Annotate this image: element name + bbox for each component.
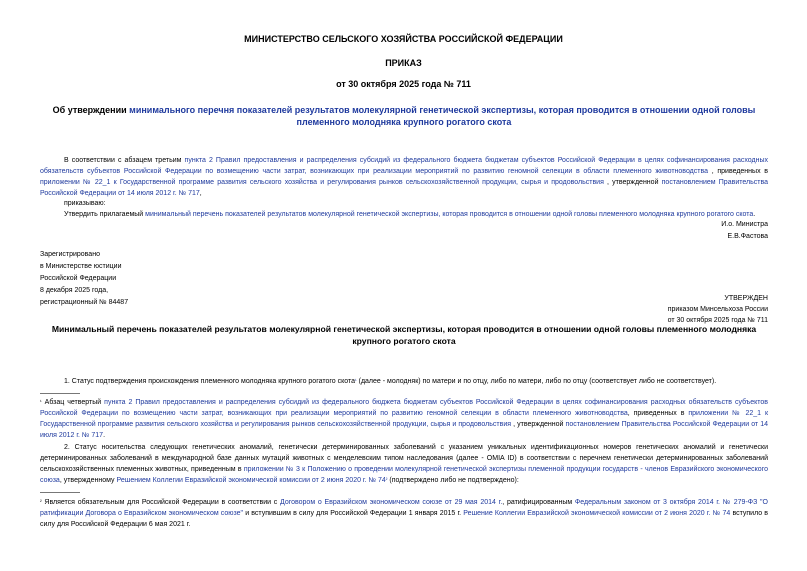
approve-paragraph: [64, 209, 768, 220]
signature-position: И.о. Министра: [721, 221, 768, 228]
preamble-text-4: ,: [199, 190, 202, 197]
approved-line-1: УТВЕРЖДЕН: [724, 295, 768, 302]
footnote1-link-resolution[interactable]: постановлением Правительства Российской Федерации от 14 июля 2012 г. № 717: [40, 421, 769, 439]
signature-block: [721, 219, 768, 243]
registration-block: [40, 249, 128, 309]
approved-block: [668, 293, 768, 326]
registration-line-5: регистрационный № 84487: [40, 299, 129, 306]
registration-line-1: Зарегистрировано: [40, 251, 100, 258]
footnote3-text-1: Является обязательным для Российской Федерации в соответствии с: [41, 499, 280, 506]
footnote2-text-1: 2. Статус носительства следующих генетических аномалий, генетически детерминированных заболеваний с указанием уникальных идентификационных номеров генетических аномалий и генетически детерминированных заболеваний в международной базе данных мутаций животных с менделевским типом наследования (далее - OMIA ID) в соответствии с перечнем генетически детерминированных заболеваний сельскохозяйственных племенных животных, приведенным в: [40, 444, 768, 473]
footnote3-text-3: и вступившим в силу для Российской Федерации 1 января 2015 г.: [243, 510, 464, 517]
footnote2-text-2: , утвержденному: [59, 477, 117, 484]
footnote-mark-1: ¹: [40, 399, 42, 405]
approved-line-3: от 30 октября 2025 года № 711: [667, 317, 768, 324]
approve-text-1: Утвердить прилагаемый: [64, 211, 146, 218]
footnote1-text-3: , утвержденной: [511, 421, 566, 428]
footnote-divider-2: [40, 492, 80, 493]
preamble-text-1: В соответствии с абзацем третьим: [64, 157, 185, 164]
footnote-mark-2: ²: [40, 499, 42, 505]
prikazyvayu-text: приказываю:: [64, 200, 106, 207]
preamble-paragraph: [40, 155, 768, 199]
footnote-divider-1: [40, 393, 80, 394]
list-title: Минимальный перечень показателей результатов молекулярной генетической экспертизы, которая проводится в отношении одной головы племенного молодняка крупного рогатого скота: [51, 324, 757, 346]
preamble-text-3: , утвержденной: [603, 179, 662, 186]
registration-line-2: в Министерстве юстиции: [40, 263, 122, 270]
footnote3-text-4: вступило в силу для Российской Федерации 6 мая 2021 г.: [40, 510, 769, 528]
preamble-link-resolution[interactable]: постановлением Правительства Российской Федерации от 14 июля 2012 г. № 717: [40, 179, 768, 197]
footnote1-text-1: Абзац четвертый: [41, 399, 105, 406]
subject-link[interactable]: минимального перечня показателей результатов молекулярной генетической экспертизы, которая проводится в отношении одной головы племенного молодняка крупного рогатого скота: [129, 105, 756, 127]
footnote2-link-appendix[interactable]: приложении № 3 к Положению о проведении молекулярной генетической экспертизы племенной продукции государств - членов Евразийского экономического союза: [40, 466, 768, 484]
footnote3-link-federal-law[interactable]: Федеральным законом от 3 октября 2014 г. № 279-ФЗ "О ратификации Договора о Евразийском экономическом союзе": [40, 499, 768, 517]
footnote1-text-2: , приведенных в: [627, 410, 689, 417]
approve-link-list[interactable]: минимальный перечень показателей результатов молекулярной генетической экспертизы, которая проводится в отношении одной головы племенного молодняка крупного рогатого скота: [145, 211, 754, 218]
item1-text-1: 1. Статус подтверждения происхождения племенного молодняка крупного рогатого скота: [64, 378, 355, 385]
ministry-heading: МИНИСТЕРСТВО СЕЛЬСКОГО ХОЗЯЙСТВА РОССИЙСКОЙ ФЕДЕРАЦИИ: [244, 34, 563, 44]
footnote-ref-2[interactable]: ²: [385, 477, 388, 483]
footnote3-link-treaty[interactable]: Договором о Евразийском экономическом союзе от 29 мая 2014 г.: [280, 499, 503, 506]
footnote2-link-decision[interactable]: Решением Коллегии Евразийской экономической комиссии от 2 июня 2020 г. № 74: [116, 477, 386, 484]
approved-line-2: приказом Минсельхоза России: [667, 306, 768, 313]
signature-name: Е.В.Фастова: [727, 233, 768, 240]
preamble-link-rules[interactable]: пункта 2 Правил предоставления и распределения субсидий из федерального бюджета бюджетам субъектов Российской Федерации в целях софинансирования расходных обязательств субъектов Российской Федерации по возмещению части затрат, возникающих при реализации мероприятий по развитию геномной селекции в области племенного животноводства: [40, 157, 768, 175]
order-subject: [40, 104, 768, 128]
approve-text-2: .: [753, 211, 756, 218]
footnote1-link-appendix[interactable]: приложении № 22_1 к Государственной программе развития сельского хозяйства и регулирования рынков сельскохозяйственной продукции, сырья и продовольствия: [40, 410, 769, 428]
preamble-link-appendix[interactable]: приложении № 22_1 к Государственной программе развития сельского хозяйства и регулирования рынков сельскохозяйственной продукции, сырья и продовольствия: [40, 179, 604, 186]
registration-line-3: Российской Федерации: [40, 275, 117, 282]
list-item-2: [40, 442, 768, 486]
order-heading: ПРИКАЗ: [385, 58, 422, 68]
footnote2-text-3: (подтверждено либо не подтверждено):: [387, 477, 519, 484]
list-item-1: [64, 376, 768, 387]
order-date: от 30 октября 2025 года № 711: [336, 79, 471, 89]
footnote-ref-1[interactable]: ¹: [355, 378, 357, 384]
footnote-2: [40, 497, 768, 530]
item1-text-2: (далее - молодняк) по матери и по отцу, либо по матери, либо по отцу (соответствует либо не соответствует).: [356, 378, 717, 385]
preamble-text-2: , приведенных в: [708, 168, 768, 175]
footnote1-text-4: .: [103, 432, 106, 439]
registration-line-4: 8 декабря 2025 года,: [40, 287, 109, 294]
footnote1-link-rules[interactable]: пункта 2 Правил предоставления и распределения субсидий из федерального бюджета бюджетам субъектов Российской Федерации в целях софинансирования расходных обязательств субъектов Российской Федерации по возмещению части затрат, возникающих при реализации мероприятий по развитию геномной селекции в области племенного животноводства: [40, 399, 769, 417]
footnote3-link-decision[interactable]: Решение Коллегии Евразийской экономической комиссии от 2 июня 2020 г. № 74: [463, 510, 731, 517]
footnote3-text-2: , ратифицированным: [502, 499, 575, 506]
subject-prefix: Об утверждении: [52, 105, 130, 115]
footnote-1: [40, 397, 768, 441]
